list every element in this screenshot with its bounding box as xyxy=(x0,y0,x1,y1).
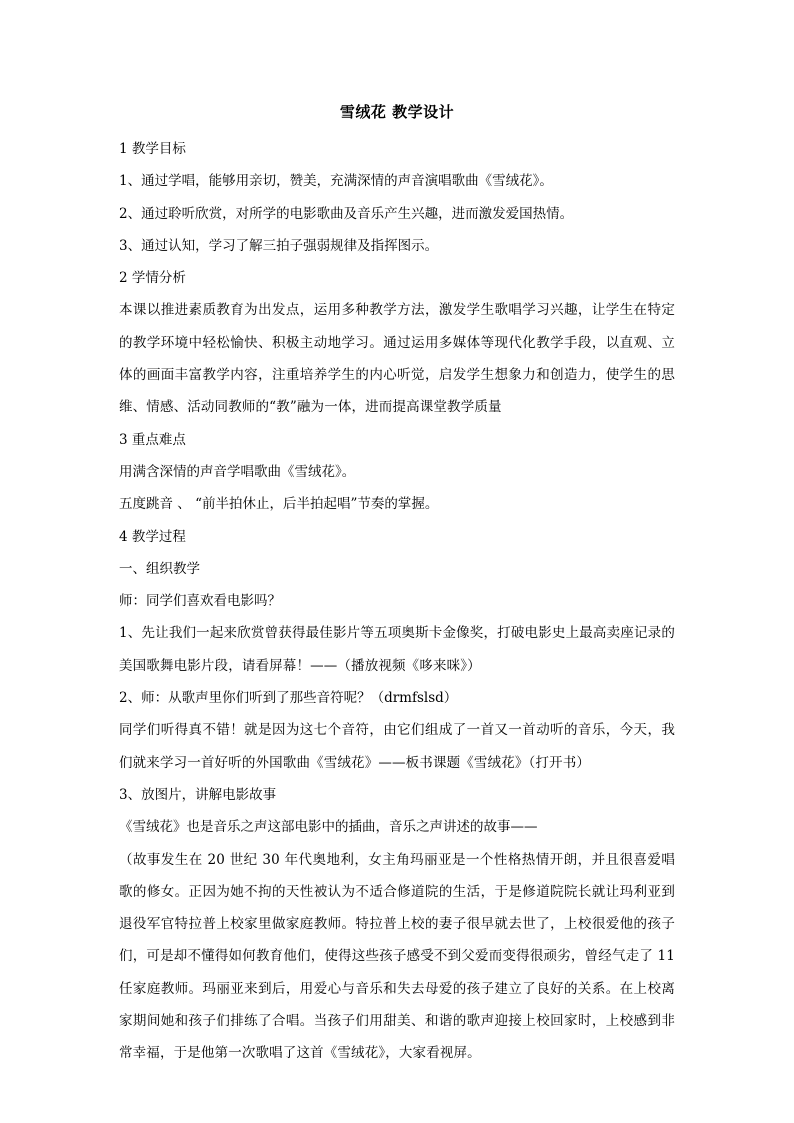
key-point-1: 用满含深情的声音学唱歌曲《雪绒花》。 xyxy=(119,463,356,480)
document-title: 雪绒花 教学设计 xyxy=(339,103,455,121)
objective-item-2: 2、通过聆听欣赏，对所学的电影歌曲及音乐产生兴趣，进而激发爱国热情。 xyxy=(119,205,574,222)
objective-item-1: 1、通过学唱，能够用亲切，赞美，充满深情的声音演唱歌曲《雪绒花》。 xyxy=(119,173,553,190)
section-heading-process: 4 教学过程 xyxy=(119,528,186,545)
process-item-3: 3、放图片，讲解电影故事 xyxy=(119,786,277,803)
document-body xyxy=(119,101,675,1070)
process-item-1: 1、先让我们一起来欣赏曾获得最佳影片等五项奥斯卡金像奖，打破电影史上最高卖座记录的美国歌舞电影片段，请看屏幕！——（播放视频《哆来咪》） xyxy=(119,625,675,674)
process-step-organize: 一、组织教学 xyxy=(119,560,200,577)
objective-item-3: 3、通过认知，学习了解三拍子强弱规律及指挥图示。 xyxy=(119,237,439,254)
key-point-2: 五度跳音 、 “前半拍休止，后半拍起唱”节奏的掌握。 xyxy=(119,496,439,513)
process-item-2: 2、师：从歌声里你们听到了那些音符呢？（drmfslsd） xyxy=(119,690,458,707)
section-heading-key-points: 3 重点难点 xyxy=(119,431,186,448)
section-heading-analysis: 2 学情分析 xyxy=(119,270,186,287)
story-paragraph: （故事发生在 20 世纪 30 年代奥地利，女主角玛丽亚是一个性格热情开朗，并且很喜爱唱歌的修女。正因为她不拘的天性被认为不适合修道院的生活，于是修道院院长就让玛利亚到退役军官特拉普上校家里做家庭教师。特拉普上校的妻子很早就去世了，上校很爱他的孩子们，可是却不懂得如何教育他们，使得这些孩子感受不到父爱而变得很顽劣，曾经气走了 11 任家庭教师。玛丽亚来到后，用爱心与音乐和失去母爱的孩子建立了良好的关系。在上校离家期间她和孩子们排练了合唱。当孩子们用甜美、和谐的歌声迎接上校回家时，上校感到非常幸福，于是他第一次歌唱了这首《雪绒花》，大家看视屏。 xyxy=(119,851,675,1062)
teacher-question: 师：同学们喜欢看电影吗？ xyxy=(119,593,281,610)
analysis-paragraph: 本课以推进素质教育为出发点，运用多种教学方法，激发学生歌唱学习兴趣，让学生在特定的教学环境中轻松愉快、积极主动地学习。通过运用多媒体等现代化教学手段，以直观、立体的画面丰富教学内容，注重培养学生的内心听觉，启发学生想象力和创造力，使学生的思维、情感、活动同教师的“教”融为一体，进而提高课堂教学质量 xyxy=(119,302,675,416)
document-content xyxy=(119,133,675,1070)
praise-paragraph: 同学们听得真不错！就是因为这七个音符，由它们组成了一首又一首动听的音乐，今天，我们就来学习一首好听的外国歌曲《雪绒花》——板书课题《雪绒花》（打开书） xyxy=(119,722,675,771)
story-intro: 《雪绒花》也是音乐之声这部电影中的插曲，音乐之声讲述的故事—— xyxy=(119,819,538,836)
section-heading-objectives: 1 教学目标 xyxy=(119,141,186,157)
